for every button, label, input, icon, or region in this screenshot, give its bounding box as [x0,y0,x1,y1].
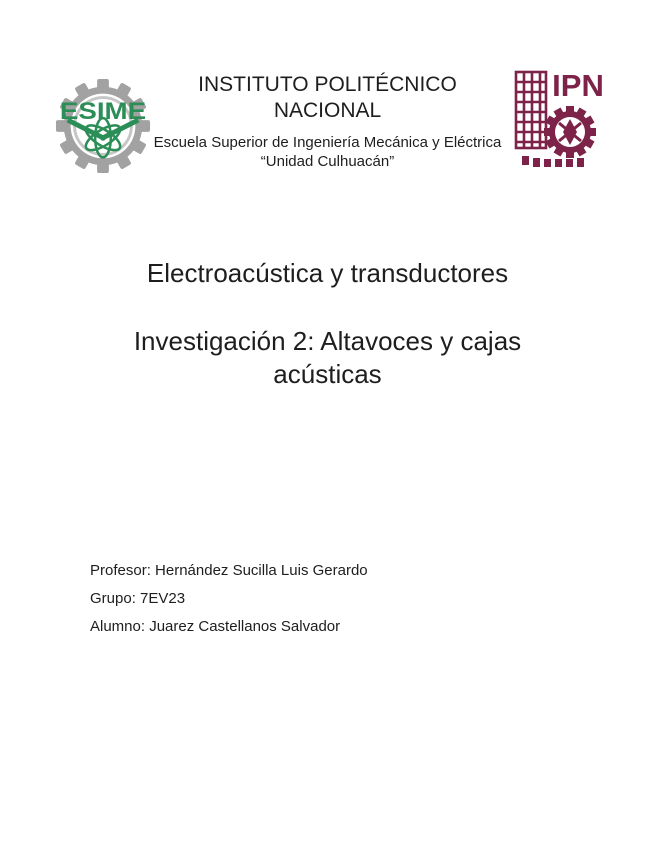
professor-line: Profesor: Hernández Sucilla Luis Gerardo [90,562,368,579]
institution-name [58,72,598,124]
student-line: Alumno: Juarez Castellanos Salvador [90,618,341,635]
esime-logo-text: ESIME [59,98,147,126]
institution-line1: INSTITUTO POLITÉCNICO [198,73,457,96]
assignment-title: Investigación 2: Altavoces y cajas acústicas [133,326,522,389]
ipn-logo-text: IPN [552,68,604,103]
group-line: Grupo: 7EV23 [90,590,186,607]
campus-unit: “Unidad Culhuacán” [260,153,395,170]
course-title: Electroacústica y transductores [146,258,509,288]
header [58,72,598,171]
institution-line2: NACIONAL [273,99,382,122]
school-name: Escuela Superior de Ingeniería Mecánica y Eléctrica [153,134,502,151]
credits-block [90,561,368,645]
